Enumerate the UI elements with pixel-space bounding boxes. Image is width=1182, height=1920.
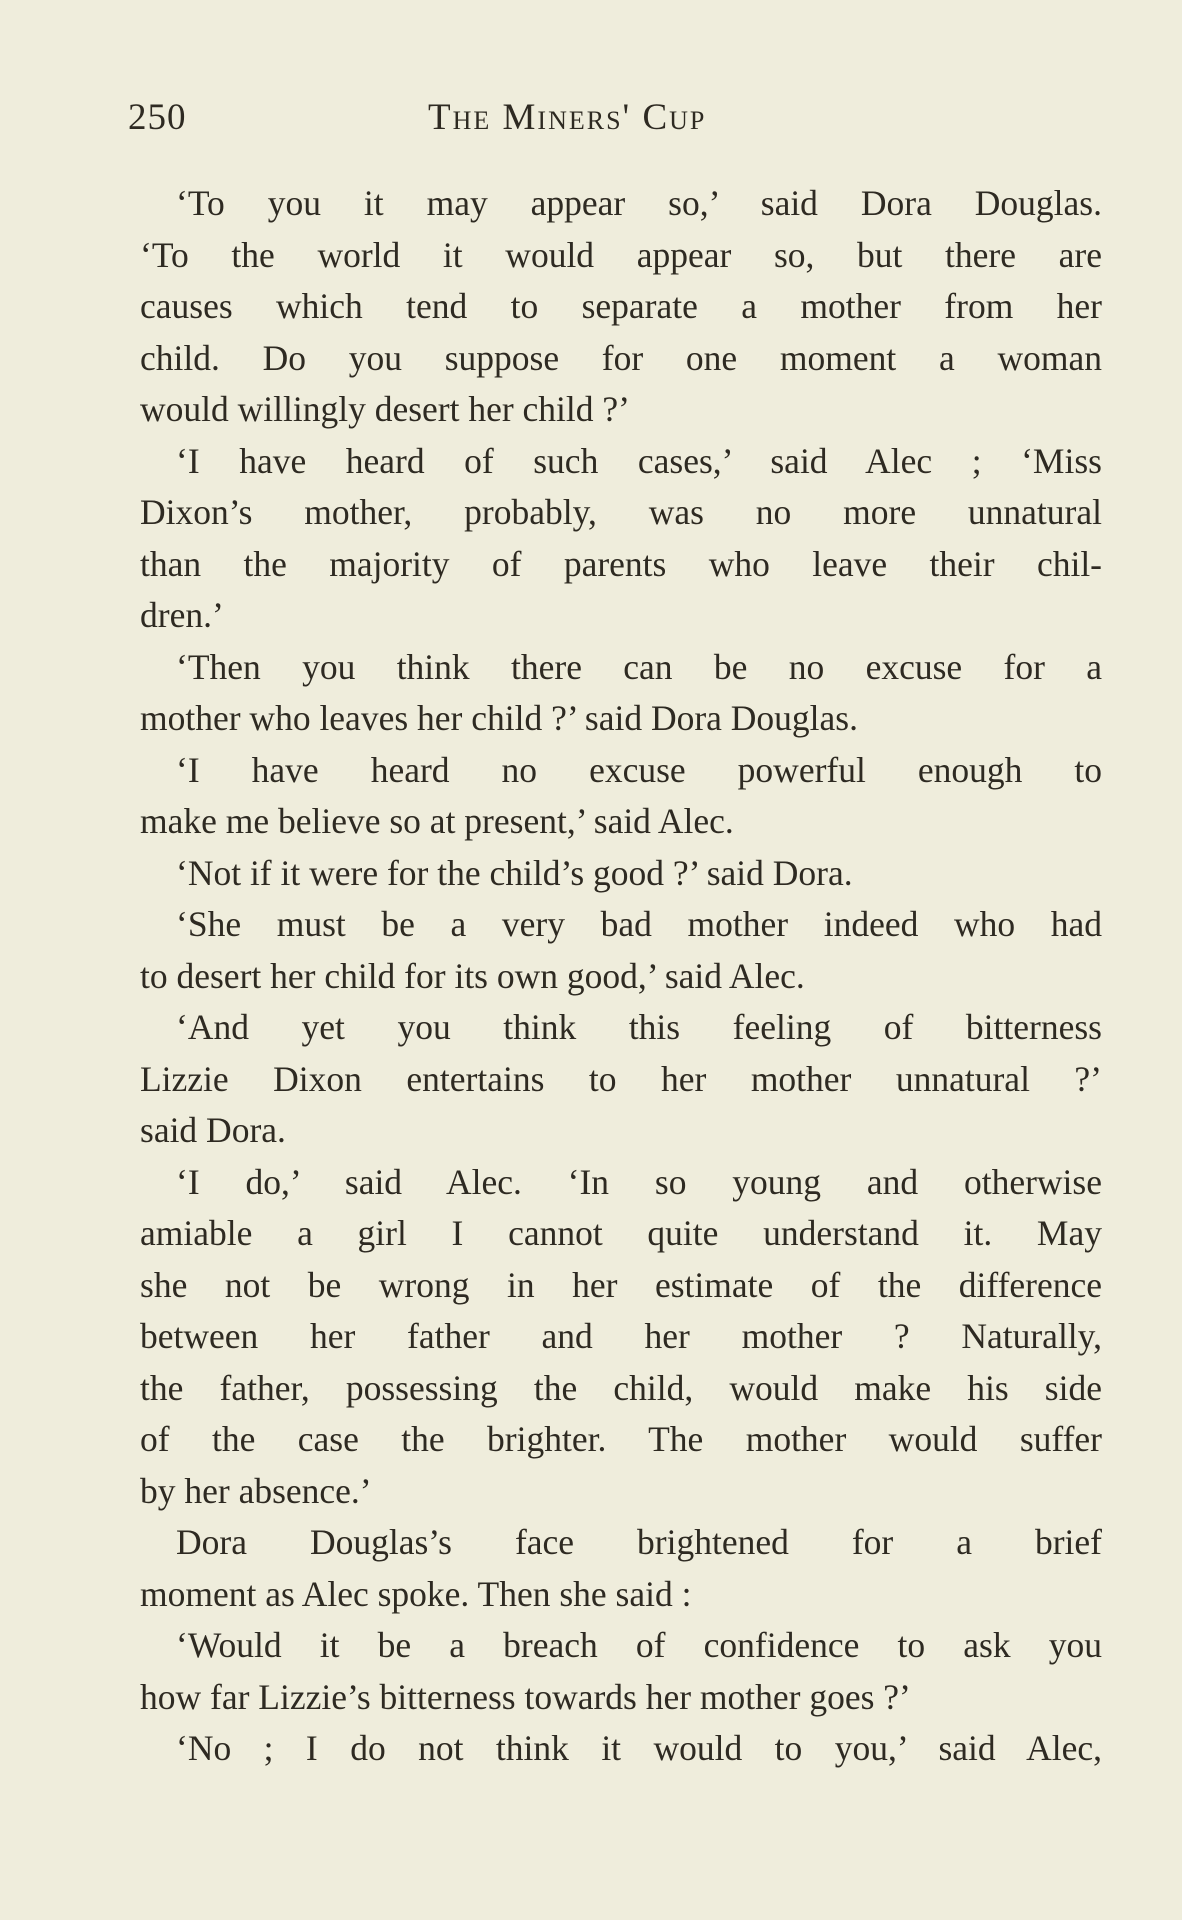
text-line: ‘And yet you think this feeling of bitterness: [176, 1007, 1102, 1047]
page-number: 250: [128, 97, 187, 138]
text-line: by her absence.’: [140, 1470, 372, 1511]
text-line: ‘No ; I do not think it would to you,’ said Alec,: [176, 1728, 1102, 1768]
text-line: child. Do you suppose for one moment a woman: [140, 337, 1102, 378]
text-line: of the case the brighter. The mother would suffer: [140, 1419, 1102, 1459]
text-line: to desert her child for its own good,’ said Alec.: [140, 955, 805, 996]
text-line: ‘To you it may appear so,’ said Dora Douglas.: [176, 183, 1102, 223]
text-line: the father, possessing the child, would make his side: [140, 1367, 1102, 1408]
text-line: make me believe so at present,’ said Alec.: [140, 801, 734, 841]
text-line: said Dora.: [140, 1110, 286, 1150]
text-line: dren.’: [140, 595, 224, 635]
text-line: moment as Alec spoke. Then she said :: [140, 1573, 692, 1614]
text-line: ‘I have heard no excuse powerful enough to: [176, 749, 1102, 790]
text-line: amiable a girl I cannot quite understand it. May: [140, 1213, 1102, 1253]
text-line: ‘Then you think there can be no excuse for a: [176, 646, 1102, 687]
text-line: Dixon’s mother, probably, was no more unnatural: [140, 492, 1102, 532]
text-line: Dora Douglas’s face brightened for a brief: [176, 1522, 1102, 1562]
text-line: ‘Not if it were for the child’s good ?’ said Dora.: [176, 852, 853, 893]
text-line: she not be wrong in her estimate of the difference: [140, 1264, 1102, 1305]
running-head: The Miners' Cup: [428, 97, 707, 138]
text-line: ‘To the world it would appear so, but there are: [140, 234, 1102, 275]
text-line: would willingly desert her child ?’: [140, 389, 630, 429]
text-line: mother who leaves her child ?’ said Dora Douglas.: [140, 698, 858, 738]
text-line: than the majority of parents who leave their chil-: [140, 543, 1102, 584]
text-line: Lizzie Dixon entertains to her mother unnatural ?’: [140, 1058, 1102, 1099]
text-line: between her father and her mother ? Naturally,: [140, 1316, 1102, 1356]
text-line: ‘I do,’ said Alec. ‘In so young and otherwise: [176, 1161, 1102, 1202]
text-line: how far Lizzie’s bitterness towards her mother goes ?’: [140, 1676, 911, 1717]
text-line: ‘I have heard of such cases,’ said Alec ; ‘Miss: [176, 440, 1102, 481]
text-line: ‘She must be a very bad mother indeed who had: [176, 904, 1102, 944]
text-line: ‘Would it be a breach of confidence to ask you: [176, 1625, 1102, 1665]
page-header: [128, 96, 1103, 146]
text-line: causes which tend to separate a mother from her: [140, 286, 1102, 326]
body-text: [140, 178, 1102, 1775]
